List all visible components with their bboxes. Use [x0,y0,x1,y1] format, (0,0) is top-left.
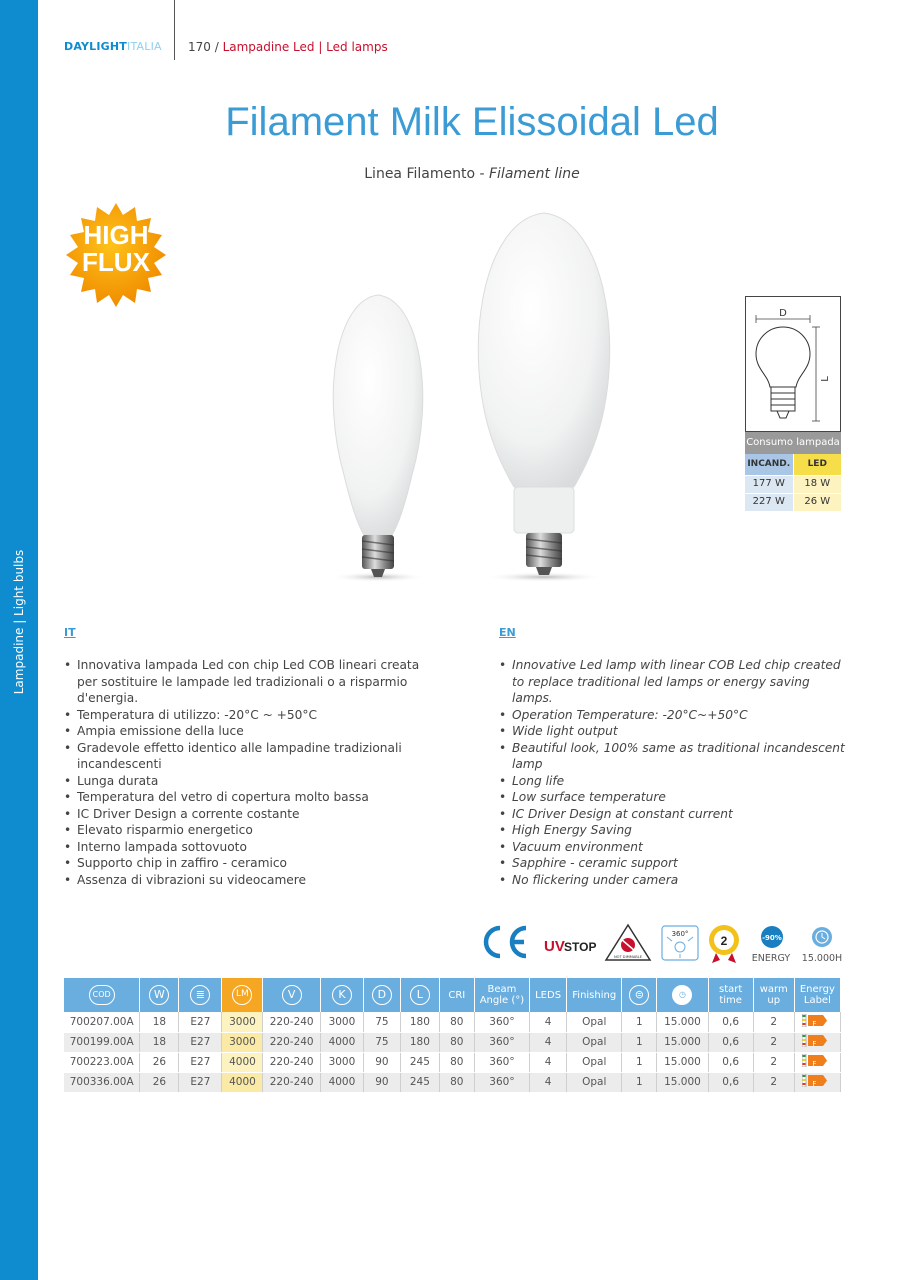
feature-item: • No flickering under camera [499,872,849,889]
table-cell: Opal [567,1052,622,1072]
col-hours-header [657,978,708,1012]
table-cell: 4000 [320,1072,363,1092]
table-cell: 2 [753,1052,794,1072]
spec-header-row [64,978,841,1012]
feature-item: • Long life [499,773,849,790]
table-cell: 1 [622,1052,657,1072]
table-cell: 4 [530,1012,567,1032]
features-it [64,657,424,888]
table-cell: 90 [363,1072,400,1092]
dimension-diagram [745,296,841,432]
energy-label-cell [794,1052,840,1072]
consumption-title: Consumo lampada [745,432,841,454]
feature-item: • Temperatura di utilizzo: -20°C ~ +50°C [64,707,424,724]
col-warmup-header: warm up [753,978,794,1012]
feature-item: • Temperatura del vetro di copertura molto bassa [64,789,424,806]
lifetime-hours: 15.000H [801,953,843,964]
table-cell: 700336.00A [64,1072,140,1092]
energy-label-cell [794,1032,840,1052]
table-cell: 80 [439,1052,474,1072]
table-cell: 0,6 [708,1052,753,1072]
feature-item: • Operation Temperature: -20°C~+50°C [499,707,849,724]
feature-item: • IC Driver Design at constant current [499,806,849,823]
lifetime-hours-icon [802,927,842,964]
table-row [64,1072,841,1092]
beam-angle-360-icon [662,926,698,960]
feature-item: • Innovative Led lamp with linear COB Led chip created to replace traditional led lamps or energy saving lamps. [499,657,849,707]
col-beam-header: Beam Angle (°) [474,978,529,1012]
pack-icon: ⊜ [629,985,649,1005]
table-cell: 245 [400,1052,439,1072]
table-cell: 18 [140,1032,179,1052]
feature-item: • Supporto chip in zaffiro - ceramico [64,855,424,872]
col-length-header [400,978,439,1012]
subtitle-it: Linea Filamento - [364,166,489,182]
table-cell: 700223.00A [64,1052,140,1072]
table-cell: 90 [363,1052,400,1072]
table-cell: 2 [753,1032,794,1052]
not-dimmable-icon [606,925,650,960]
table-row [64,1052,841,1072]
brand-logo [64,40,162,53]
table-cell: E27 [179,1072,222,1092]
uv-stop-prefix: UV [544,938,565,955]
length-icon: L [410,985,430,1005]
consumption-incand-value: 177 W [745,476,793,494]
kelvin-icon: K [332,985,352,1005]
table-cell: 245 [400,1072,439,1092]
table-cell: 220-240 [263,1032,320,1052]
feature-item: • Assenza di vibrazioni su videocamere [64,872,424,889]
ce-mark-icon [486,928,526,956]
col-socket-header [179,978,222,1012]
feature-item: • Gradevole effetto identico alle lampadine tradizionali incandescenti [64,740,424,773]
dimension-l-label: L [820,376,831,382]
table-cell: 360° [474,1012,529,1032]
spec-table [64,978,841,1093]
uv-stop-icon [544,938,596,955]
table-cell: 220-240 [263,1052,320,1072]
header-divider [174,0,175,60]
energy-label: ENERGY [751,953,791,964]
table-cell: 15.000 [657,1032,708,1052]
col-kelvin-header [320,978,363,1012]
table-cell: 1 [622,1012,657,1032]
energy-class-icon [802,1014,832,1030]
table-cell: 1 [622,1072,657,1092]
table-cell: 360° [474,1032,529,1052]
table-cell: 700207.00A [64,1012,140,1032]
brand-secondary: ITALIA [127,40,162,53]
feature-item: • Lunga durata [64,773,424,790]
badge-line2: FLUX [82,247,150,277]
col-diameter-header [363,978,400,1012]
energy-label-cell [794,1072,840,1092]
table-cell: 80 [439,1072,474,1092]
col-lumen-header [222,978,263,1012]
consumption-header-row [745,454,841,476]
table-cell: 3000 [320,1052,363,1072]
table-cell: E27 [179,1052,222,1072]
consumption-table [745,454,841,512]
table-cell: 15.000 [657,1012,708,1032]
table-cell: 80 [439,1032,474,1052]
table-cell: 4 [530,1032,567,1052]
features-en [499,657,849,888]
feature-item: • IC Driver Design a corrente costante [64,806,424,823]
table-cell: 360° [474,1072,529,1092]
table-cell: 700199.00A [64,1032,140,1052]
table-cell: 80 [439,1012,474,1032]
table-cell: 220-240 [263,1012,320,1032]
table-cell: 0,6 [708,1072,753,1092]
breadcrumb-separator: / [210,40,223,54]
consumption-led-value: 18 W [794,476,842,494]
bulb-outline-icon [746,297,842,433]
feature-item: • Ampia emissione della luce [64,723,424,740]
table-cell: 75 [363,1012,400,1032]
section-heading-it: IT [64,626,76,639]
feature-item: • Innovativa lampada Led con chip Led COB lineari creata per sostituire le lampade led tradizionali o a risparmio d'energia. [64,657,424,707]
diameter-icon: D [372,985,392,1005]
table-cell: 3000 [222,1012,263,1032]
energy-class-letter: F [812,1080,817,1088]
table-cell: E27 [179,1012,222,1032]
table-cell: 180 [400,1032,439,1052]
table-cell: 3000 [320,1012,363,1032]
energy-class-letter: F [812,1019,817,1028]
table-cell: 0,6 [708,1032,753,1052]
feature-item: • Sapphire - ceramic support [499,855,849,872]
sidebar-label: Lampadine | Light bulbs [12,549,26,695]
table-cell: 15.000 [657,1072,708,1092]
table-cell: 26 [140,1072,179,1092]
col-start-header: start time [708,978,753,1012]
hours-icon: ◷ [672,985,692,1005]
col-code-header [64,978,140,1012]
product-lamps-image [316,205,616,595]
not-dimmable-text: NOT DIMMABLE [613,955,643,959]
table-cell: 220-240 [263,1072,320,1092]
energy-class-icon [802,1074,832,1090]
col-pack-header [622,978,657,1012]
table-cell: 2 [753,1072,794,1092]
table-cell: 15.000 [657,1052,708,1072]
feature-item: • Interno lampada sottovuoto [64,839,424,856]
watt-icon: W [149,985,169,1005]
table-cell: 26 [140,1052,179,1072]
page-header [60,0,880,60]
sidebar [0,0,38,1280]
consumption-incand-value: 227 W [745,494,793,512]
brand-primary: DAYLIGHT [64,40,127,53]
page-subtitle [38,166,906,182]
badge-text [64,222,168,276]
table-cell: Opal [567,1032,622,1052]
code-icon: COD [89,985,115,1005]
page-number: 170 [188,40,211,54]
breadcrumb-section: Lampadine Led | Led lamps [222,40,388,54]
table-cell: 18 [140,1012,179,1032]
table-row [64,1032,841,1052]
lumen-icon: LM [232,985,252,1005]
table-cell: 4 [530,1072,567,1092]
table-cell: Opal [567,1012,622,1032]
table-cell: 2 [753,1012,794,1032]
consumption-row [745,494,841,512]
energy-class-icon [802,1054,832,1070]
col-finishing-header: Finishing [567,978,622,1012]
volt-icon: V [282,985,302,1005]
col-watt-header [140,978,179,1012]
feature-item: • Wide light output [499,723,849,740]
dimension-d-label: D [779,308,787,319]
feature-item: • High Energy Saving [499,822,849,839]
certification-icons [480,920,845,965]
table-cell: 0,6 [708,1012,753,1032]
table-cell: 4000 [320,1032,363,1052]
energy-class-letter: F [812,1060,817,1068]
badge-line1: HIGH [83,220,149,250]
col-leds-header: LEDS [530,978,567,1012]
col-energy-header: Energy Label [794,978,840,1012]
table-cell: 4000 [222,1052,263,1072]
subtitle-en: Filament line [488,166,580,182]
energy-percent: -90% [762,934,782,942]
table-cell: 75 [363,1032,400,1052]
table-cell: 360° [474,1052,529,1072]
warranty-value: 2 [720,934,728,948]
feature-item: • Beautiful look, 100% same as traditional incandescent lamp [499,740,849,773]
warranty-2-years-icon [709,925,739,963]
uv-stop-text: STOP [564,940,597,954]
socket-icon: ≣ [190,985,210,1005]
table-cell: 4000 [222,1072,263,1092]
feature-item: • Elevato risparmio energetico [64,822,424,839]
table-cell: 1 [622,1032,657,1052]
consumption-header-incand: INCAND. [745,454,793,476]
energy-label-cell [794,1012,840,1032]
section-heading-en: EN [499,626,516,639]
col-volt-header [263,978,320,1012]
table-cell: 3000 [222,1032,263,1052]
breadcrumb [188,40,388,54]
consumption-row [745,476,841,494]
col-cri-header: CRI [439,978,474,1012]
feature-item: • Vacuum environment [499,839,849,856]
table-cell: 180 [400,1012,439,1032]
energy-class-letter: F [812,1040,817,1048]
consumption-led-value: 26 W [794,494,842,512]
table-cell: E27 [179,1032,222,1052]
table-cell: Opal [567,1072,622,1092]
energy-class-icon [802,1034,832,1050]
table-cell: 4 [530,1052,567,1072]
feature-item: • Low surface temperature [499,789,849,806]
beam-angle-text: 360° [671,930,689,938]
table-row [64,1012,841,1032]
page-title: Filament Milk Elissoidal Led [225,100,719,144]
consumption-header-led: LED [794,454,842,476]
energy-saving-icon [752,926,791,964]
